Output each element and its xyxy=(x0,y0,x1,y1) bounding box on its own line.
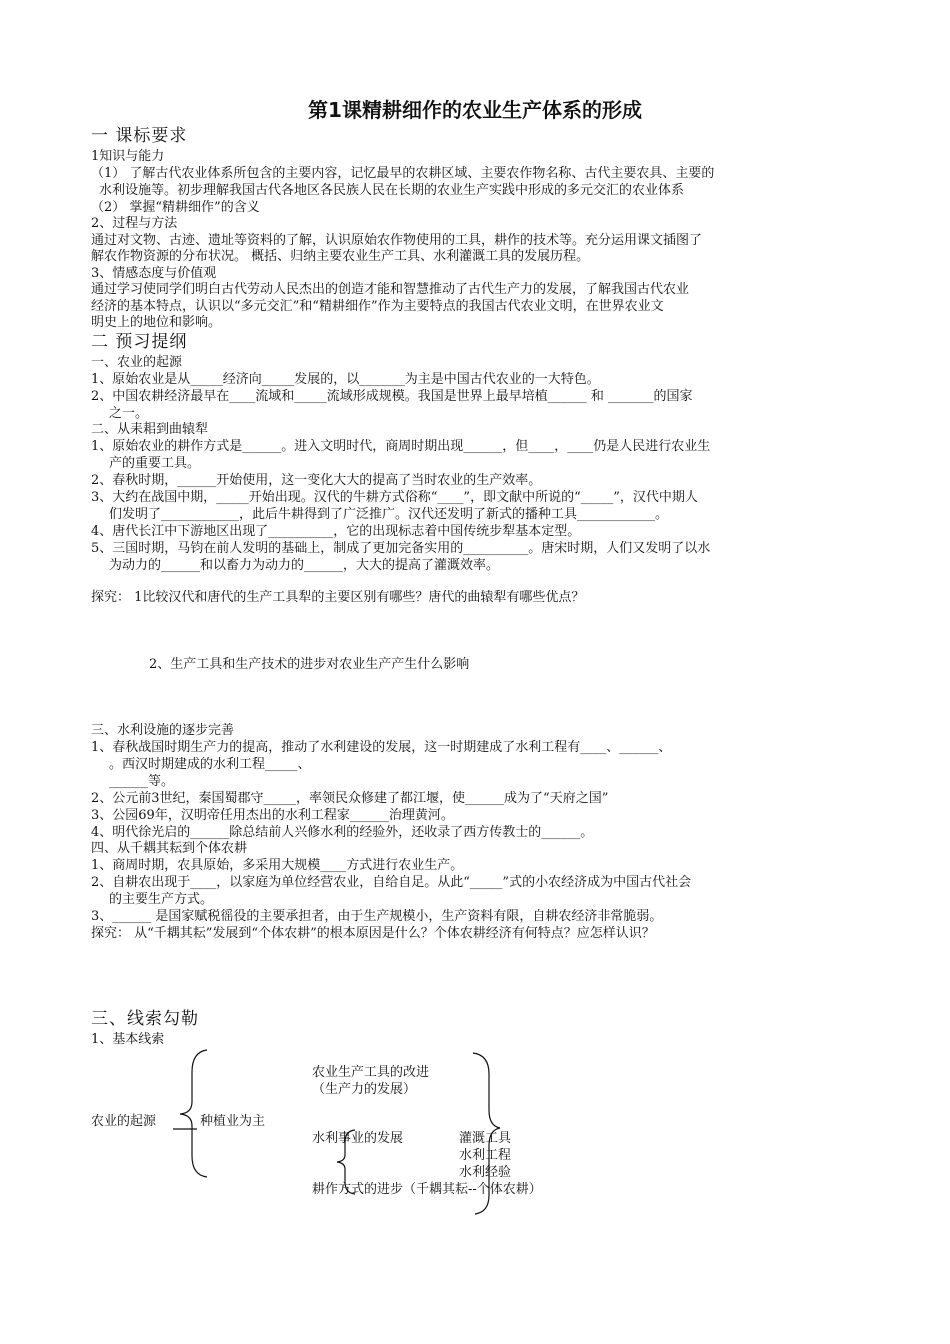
question-line: 。西汉时期建成的水利工程_____、 xyxy=(109,757,311,772)
page-title: 第1课精耕细作的农业生产体系的形成 xyxy=(308,98,642,122)
text-line: 1知识与能力 xyxy=(91,149,165,164)
section-heading-preview: 二 预习提纲 xyxy=(91,332,188,352)
question-line: 3、公园69年，汉明帝任用杰出的水利工程家______治理黄河。 xyxy=(91,808,454,823)
subheading: 一、农业的起源 xyxy=(91,355,183,370)
question-line: 2、自耕农出现于____，以家庭为单位经营农业，自给自足。从此“_____”式的小农经济成为中国古代社会 xyxy=(91,875,692,890)
question-line: 1、商周时期，农具原始，多采用大规模____方式进行农业生产。 xyxy=(91,858,464,873)
text-line: 水利设施等。初步理解我国古代各地区各民族人民在长期的农业生产实践中形成的多元交汇的农业体系 xyxy=(99,183,685,198)
text-line: 解农作物资源的分布状况。 概括、归纳主要农业生产工具、水利灌溉工具的发展历程。 xyxy=(91,249,590,264)
node-planting: 种植业为主 xyxy=(200,1114,266,1129)
text-line: 通过学习使同学们明白古代劳动人民杰出的创造才能和智慧推动了古代生产力的发展，了解我国古代农业 xyxy=(91,282,690,297)
question-line: 2、中国农耕经济最早在____流域和_____流域形成规模。我国是世界上最早培植______ 和 _______的国家 xyxy=(91,389,693,404)
section-heading-curriculum: 一 课标要求 xyxy=(91,126,188,146)
question-line: 3、大约在战国中期，_____开始出现。汉代的牛耕方式俗称“____”，即文献中所说的“_____”，汉代中期人 xyxy=(91,490,698,505)
question-line: ______等。 xyxy=(109,774,175,789)
node-origin: 农业的起源 xyxy=(91,1114,157,1129)
node-farming-method: 耕作方式的进步（千耦其耘--个体农耕） xyxy=(312,1182,542,1197)
subheading: 1、基本线索 xyxy=(91,1032,165,1047)
text-line: 经济的基本特点，认识以“多元交汇”和“精耕细作”作为主要特点的我国古代农业文明，在世界农业文 xyxy=(91,299,664,314)
question-line: 1、春秋战国时期生产力的提高，推动了水利建设的发展，这一时期建成了水利工程有____、______、 xyxy=(91,740,672,755)
question-line: 5、三国时期，马钧在前人发明的基础上，制成了更加完备实用的__________。唐宋时期，人们又发明了以水 xyxy=(91,541,711,556)
text-line: （1） 了解古代农业体系所包含的主要内容，记忆最早的农耕区域、主要农作物名称、古代主要农具、主要的 xyxy=(91,166,715,181)
question-line: 产的重要工具。 xyxy=(109,456,201,471)
text-line: 2、过程与方法 xyxy=(91,216,178,231)
inquiry-question: 2、生产工具和生产技术的进步对农业生产产生什么影响 xyxy=(149,657,470,672)
text-line: （2） 掌握“精耕细作”的含义 xyxy=(91,200,260,215)
question-line: 为动力的______和以畜力为动力的______，大大的提高了灌溉效率。 xyxy=(109,558,500,573)
node-irrigation-tools: 灌溉工具 xyxy=(459,1131,512,1146)
question-line: 2、公元前3世纪，秦国蜀郡守_____，率领民众修建了都江堰，使______成为了“天府之国” xyxy=(91,791,609,806)
text-line: 明史上的地位和影响。 xyxy=(91,315,222,330)
section-heading-outline: 三、线索勾勒 xyxy=(91,1009,199,1029)
question-line: 的主要生产方式。 xyxy=(109,892,214,907)
question-line: 1、原始农业的耕作方式是______。进入文明时代，商周时期出现______，但____，____仍是人民进行农业生 xyxy=(91,439,711,454)
question-line: 4、明代徐光启的______除总结前人兴修水利的经验外，还收录了西方传教士的______。 xyxy=(91,825,594,840)
node-water-projects: 水利工程 xyxy=(459,1148,512,1163)
subheading: 二、从耒耜到曲辕犁 xyxy=(91,422,209,437)
subheading: 四、从千耦其耘到个体农耕 xyxy=(91,841,248,856)
node-tools: 农业生产工具的改进 xyxy=(312,1065,430,1080)
question-line: 之一。 xyxy=(109,406,149,421)
inquiry-question: 探究： 1比较汉代和唐代的生产工具犁的主要区别有哪些？唐代的曲辕犁有哪些优点？ xyxy=(91,590,585,605)
node-water: 水利事业的发展 xyxy=(312,1131,404,1146)
question-line: 3、______ 是国家赋税徭役的主要承担者，由于生产规模小，生产资料有限，自耕农经济非常脆弱。 xyxy=(91,909,663,924)
question-line: 们发明了____________，此后牛耕得到了广泛推广。汉代还发明了新式的播种工具____________。 xyxy=(109,507,669,522)
subheading: 三、水利设施的逐步完善 xyxy=(91,723,235,738)
text-line: 3、情感态度与价值观 xyxy=(91,266,217,281)
inquiry-question: 探究： 从“千耦其耘”发展到“个体农耕”的根本原因是什么？个体农耕经济有何特点？应怎样认识？ xyxy=(91,926,655,941)
text-line: 通过对文物、古迹、遗址等资料的了解，认识原始农作物使用的工具，耕作的技术等。充分运用课文插图了 xyxy=(91,233,703,248)
node-productivity: （生产力的发展） xyxy=(312,1082,417,1097)
node-water-experience: 水利经验 xyxy=(459,1165,512,1180)
question-line: 1、原始农业是从_____经济向_____发展的，以_______为主是中国古代农业的一大特色。 xyxy=(91,372,600,387)
question-line: 2、春秋时期，______开始使用，这一变化大大的提高了当时农业的生产效率。 xyxy=(91,473,542,488)
question-line: 4、唐代长江中下游地区出现了__________，它的出现标志着中国传统步犁基本定型。 xyxy=(91,524,581,539)
